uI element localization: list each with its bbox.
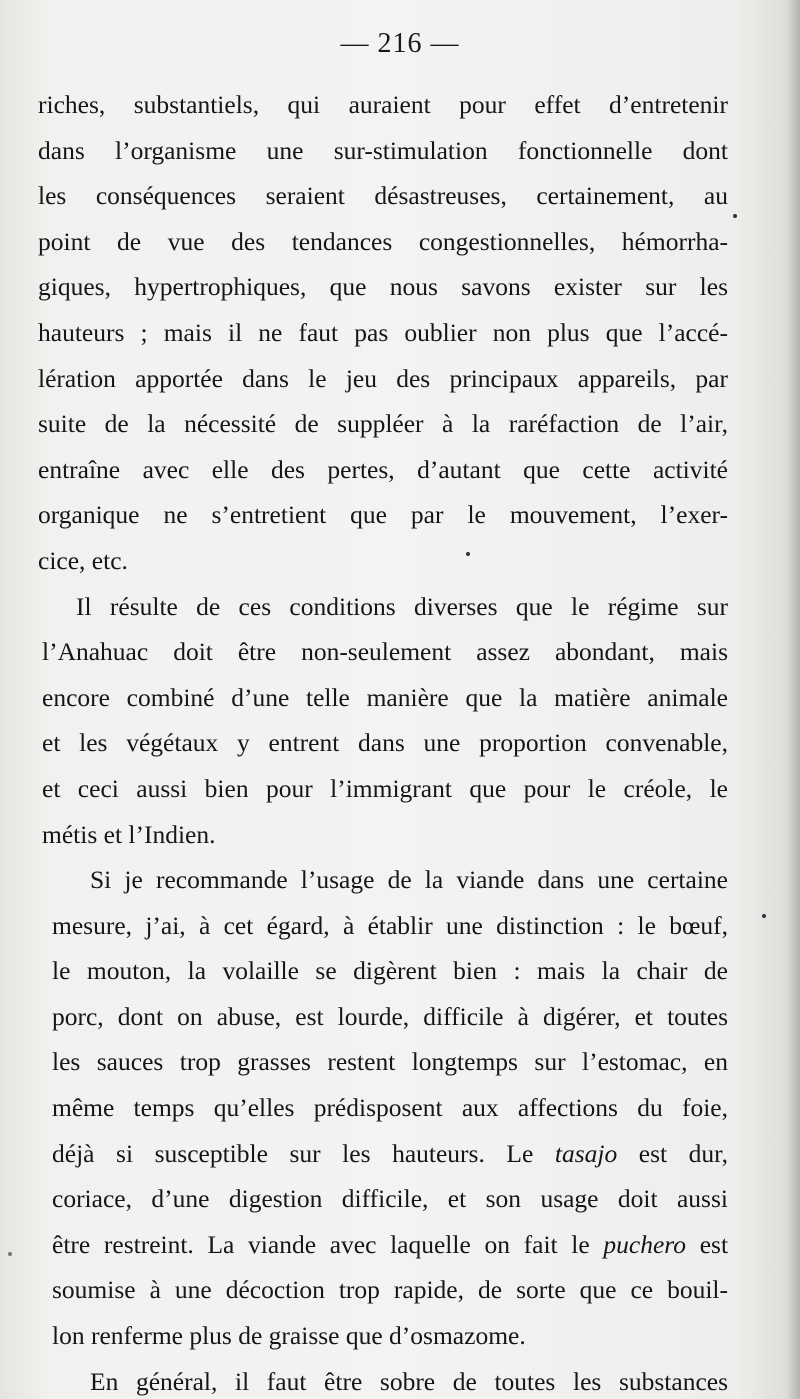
- text-line: les conséquences seraient désastreuses, certainement, au: [38, 181, 728, 211]
- text-line: et les végétaux y entrent dans une proportion convenable,: [42, 728, 728, 758]
- text-line: cice, etc.: [38, 545, 128, 575]
- text-line: point de vue des tendances congestionnelles, hémorrha-: [38, 226, 728, 256]
- scan-speck: [762, 914, 766, 918]
- text-line: riches, substantiels, qui auraient pour effet d’entretenir: [38, 90, 728, 119]
- text-line: et ceci aussi bien pour l’immigrant que pour le créole, le: [42, 773, 728, 803]
- text-fragment: déjà si susceptible sur les hauteurs. Le: [52, 1138, 534, 1168]
- text-line: l’Anahuac doit être non-seulement assez abondant, mais: [42, 637, 728, 667]
- text-line: coriace, d’une digestion difficile, et son usage doit aussi: [52, 1184, 728, 1214]
- text-line: lon renferme plus de graisse que d’osmazome.: [52, 1321, 526, 1351]
- text-line: suite de la nécessité de suppléer à la raréfaction de l’air,: [38, 409, 728, 439]
- page-number: — 216 —: [340, 28, 460, 59]
- text-line: les sauces trop grasses restent longtemps sur l’estomac, en: [52, 1047, 728, 1077]
- text-line: le mouton, la volaille se digèrent bien : mais la chair de: [52, 956, 728, 986]
- text-line: dans l’organisme une sur-stimulation fonctionnelle dont: [38, 135, 728, 165]
- text-line: soumise à une décoction trop rapide, de sorte que ce bouil-: [52, 1275, 728, 1305]
- italic-term-tasajo: tasajo: [554, 1138, 618, 1168]
- text-line: En général, il faut être sobre de toutes les substances: [90, 1366, 728, 1396]
- scan-speck: [8, 1252, 12, 1256]
- text-line: Si je recommande l’usage de la viande dans une certaine: [90, 865, 728, 895]
- text-line-with-italic: [52, 1222, 728, 1268]
- scan-speck: [466, 552, 470, 556]
- text-line: hauteurs ; mais il ne faut pas oublier non plus que l’accé-: [38, 317, 728, 347]
- page-edge-shadow: [786, 0, 800, 1399]
- text-line: lération apportée dans le jeu des principaux appareils, par: [38, 363, 728, 393]
- text-line: métis et l’Indien.: [42, 819, 216, 849]
- text-line: Il résulte de ces conditions diverses que le régime sur: [76, 591, 728, 621]
- text-fragment: est: [699, 1229, 729, 1259]
- text-line: encore combiné d’une telle manière que la matière animale: [42, 682, 728, 712]
- text-line: même temps qu’elles prédisposent aux affections du foie,: [52, 1093, 728, 1123]
- italic-term-puchero: puchero: [603, 1229, 687, 1259]
- text-line: giques, hypertrophiques, que nous savons exister sur les: [38, 272, 728, 302]
- text-fragment: être restreint. La viande avec laquelle on fait le: [52, 1229, 590, 1259]
- text-line: porc, dont on abuse, est lourde, difficile à digérer, et toutes: [52, 1001, 728, 1031]
- text-line: mesure, j’ai, à cet égard, à établir une distinction : le bœuf,: [52, 910, 728, 940]
- text-fragment: est dur,: [638, 1138, 728, 1168]
- text-line-with-italic: [52, 1131, 728, 1177]
- page-body: [38, 82, 728, 1399]
- scan-speck: [733, 214, 737, 218]
- text-line: organique ne s’entretient que par le mouvement, l’exer-: [38, 500, 728, 530]
- text-line: entraîne avec elle des pertes, d’autant que cette activité: [38, 454, 728, 484]
